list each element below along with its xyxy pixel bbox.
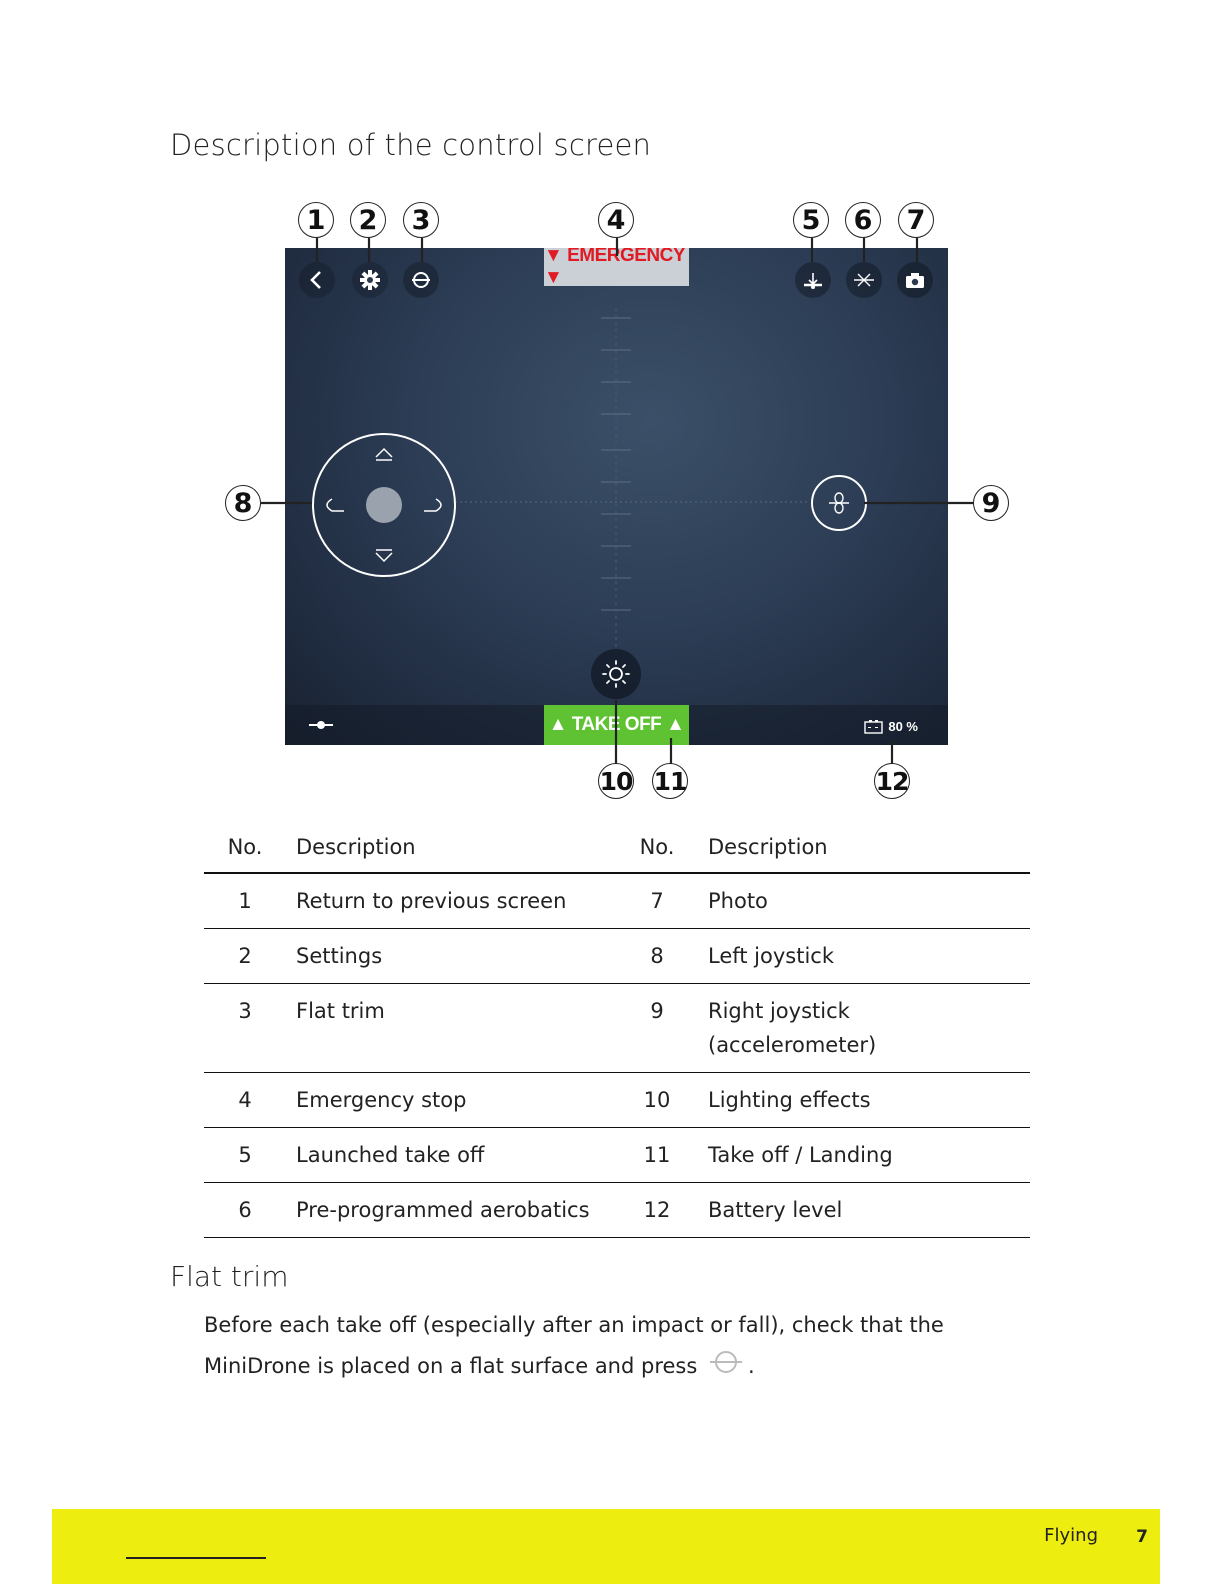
- settings-button[interactable]: [352, 262, 388, 298]
- callout-2: 2: [350, 202, 386, 238]
- section-heading: Flat trim: [170, 1260, 289, 1293]
- row-number: 7: [616, 873, 698, 929]
- callout-11: 11: [652, 763, 688, 799]
- row-description: Take off / Landing: [698, 1128, 1030, 1183]
- table-row: [204, 1128, 1030, 1183]
- table-row: [204, 873, 1030, 929]
- control-screen: [285, 248, 948, 745]
- row-number: 2: [204, 929, 286, 984]
- callout-3: 3: [403, 202, 439, 238]
- battery-level: 80 %: [888, 719, 918, 734]
- callout-1: 1: [298, 202, 334, 238]
- flat-trim-icon: [706, 1347, 746, 1377]
- lighting-effects-button[interactable]: [591, 649, 641, 699]
- right-joystick[interactable]: [811, 475, 867, 531]
- aerobatics-button[interactable]: [846, 262, 882, 298]
- table-row: [204, 1183, 1030, 1238]
- hand-launch-icon: [801, 269, 825, 291]
- callout-12: 12: [874, 763, 910, 799]
- callout-10: 10: [598, 763, 634, 799]
- flip-icon: [852, 269, 876, 291]
- gear-icon: [359, 269, 381, 291]
- joystick-arrows: [314, 435, 454, 575]
- callout-6: 6: [845, 202, 881, 238]
- sun-icon: [601, 659, 631, 689]
- back-button[interactable]: [299, 262, 335, 298]
- header-no-right: No.: [616, 822, 698, 873]
- row-description: Lighting effects: [698, 1073, 1030, 1128]
- row-description: Right joystick (accelerometer): [698, 984, 1030, 1073]
- row-number: 6: [204, 1183, 286, 1238]
- flat-trim-icon: [410, 269, 432, 291]
- row-description: Return to previous screen: [286, 873, 616, 929]
- battery-icon: [864, 720, 884, 734]
- row-description: Left joystick: [698, 929, 1030, 984]
- callout-9: 9: [973, 485, 1009, 521]
- row-description: Settings: [286, 929, 616, 984]
- flat-trim-paragraph: [204, 1305, 1044, 1387]
- row-description: Flat trim: [286, 984, 616, 1073]
- callout-4: 4: [598, 202, 634, 238]
- row-number: 10: [616, 1073, 698, 1128]
- callout-5: 5: [793, 202, 829, 238]
- footer-section: Flying: [1044, 1525, 1098, 1546]
- trim-slider-icon: [307, 718, 337, 732]
- header-desc-right: Description: [698, 822, 1030, 873]
- row-description: Photo: [698, 873, 1030, 929]
- callout-8: 8: [225, 485, 261, 521]
- paragraph-text: Before each take off (especially after an impact or fall), check that the MiniDrone is placed on a flat surface and press: [204, 1313, 944, 1378]
- drone-icon: [826, 490, 852, 516]
- row-description: Emergency stop: [286, 1073, 616, 1128]
- page-title: Description of the control screen: [170, 128, 652, 162]
- page-number: 7: [1136, 1527, 1148, 1547]
- table-header-row: [204, 822, 1030, 873]
- page-footer: [52, 1509, 1160, 1584]
- table-row: [204, 984, 1030, 1073]
- left-joystick[interactable]: [312, 433, 456, 577]
- row-number: 11: [616, 1128, 698, 1183]
- chevron-left-icon: [307, 269, 327, 291]
- row-number: 12: [616, 1183, 698, 1238]
- photo-button[interactable]: [897, 262, 933, 298]
- footer-rule: [126, 1557, 266, 1559]
- row-number: 9: [616, 984, 698, 1073]
- launched-takeoff-button[interactable]: [795, 262, 831, 298]
- row-number: 5: [204, 1128, 286, 1183]
- row-description: Battery level: [698, 1183, 1030, 1238]
- callout-7: 7: [898, 202, 934, 238]
- row-number: 4: [204, 1073, 286, 1128]
- flat-trim-button[interactable]: [403, 262, 439, 298]
- camera-icon: [903, 269, 927, 291]
- row-description: Pre-programmed aerobatics: [286, 1183, 616, 1238]
- row-number: 3: [204, 984, 286, 1073]
- emergency-button[interactable]: ▼ EMERGENCY ▼: [544, 248, 689, 286]
- battery-indicator: [864, 719, 918, 734]
- header-desc-left: Description: [286, 822, 616, 873]
- row-number: 1: [204, 873, 286, 929]
- paragraph-end: .: [748, 1354, 755, 1378]
- row-description: Launched take off: [286, 1128, 616, 1183]
- table-row: [204, 1073, 1030, 1128]
- description-table: [204, 822, 1030, 1238]
- takeoff-button[interactable]: ▲ TAKE OFF ▲: [544, 705, 689, 745]
- table-row: [204, 929, 1030, 984]
- row-number: 8: [616, 929, 698, 984]
- header-no-left: No.: [204, 822, 286, 873]
